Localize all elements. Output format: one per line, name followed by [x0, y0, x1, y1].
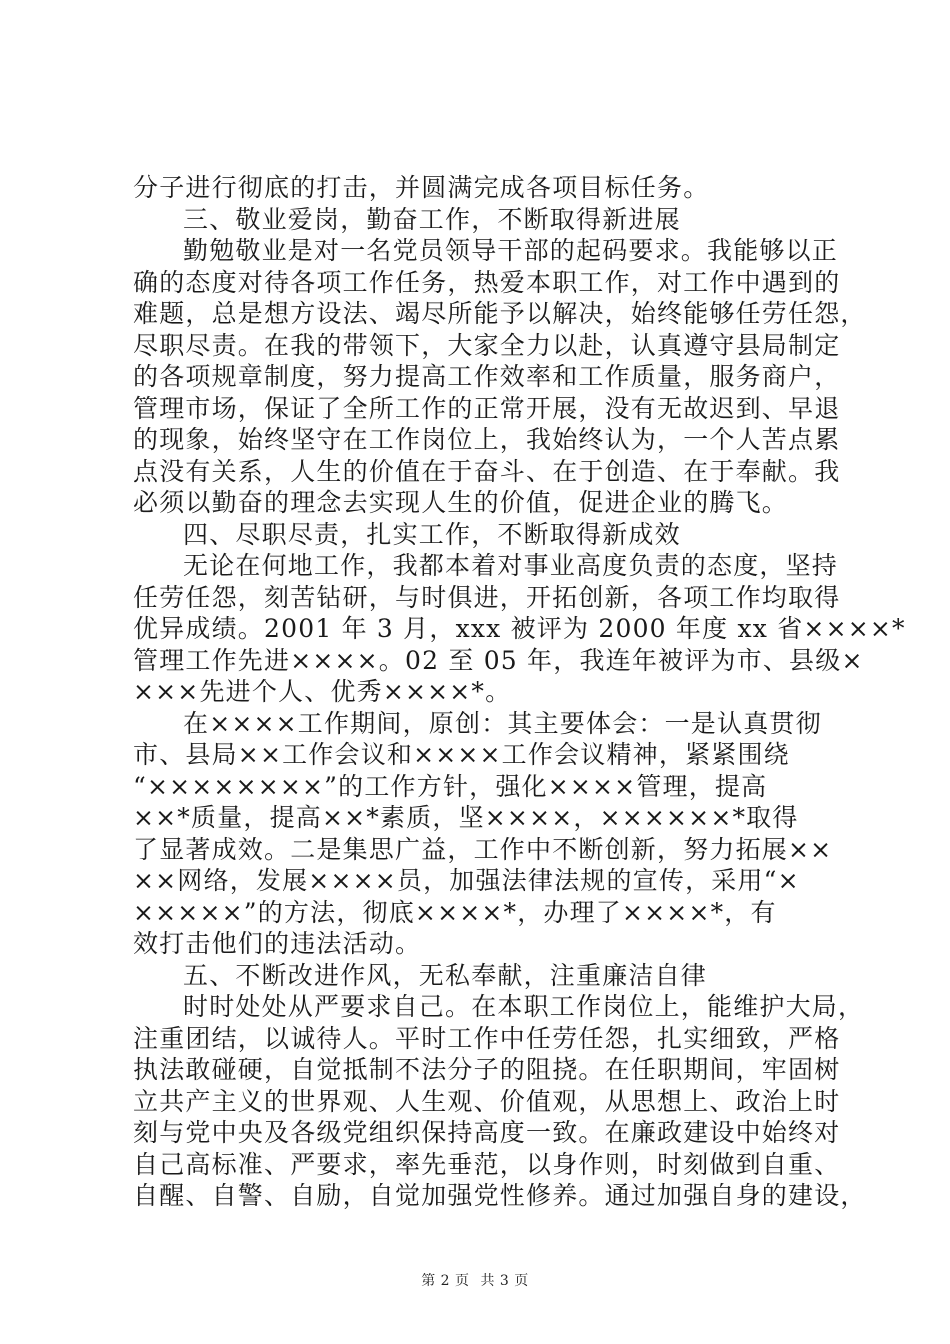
text-line: 难题，总是想方设法、竭尽所能予以解决，始终能够任劳任怨， [133, 299, 867, 328]
text-line: 的现象，始终坚守在工作岗位上，我始终认为，一个人苦点累 [133, 425, 841, 454]
text-line: 四、尽职尽责，扎实工作，不断取得新成效 [183, 519, 681, 549]
text-line: 分子进行彻底的打击，并圆满完成各项目标任务。 [133, 173, 710, 202]
page-total: 共 3 页 [480, 1273, 529, 1289]
page-number: 第 2 页 [421, 1273, 470, 1289]
text-line: 任劳任怨，刻苦钻研，与时俱进，开拓创新，各项工作均取得 [133, 582, 841, 612]
text-line: 立共产主义的世界观、人生观、价值观，从思想上、政治上时 [133, 1086, 841, 1116]
text-line: 确的态度对待各项工作任务，热爱本职工作，对工作中遇到的 [133, 267, 841, 297]
text-line: 勤勉敬业是对一名党员领导干部的起码要求。我能够以正 [183, 236, 839, 265]
text-line: ×××××”的方法，彻底××××*，办理了××××*，有 [133, 897, 777, 927]
text-line: 三、敬业爱岗，勤奋工作，不断取得新进展 [183, 204, 681, 234]
text-line: 刻与党中央及各级党组织保持高度一致。在廉政建设中始终对 [133, 1118, 841, 1147]
text-line: 自己高标准、严要求，率先垂范，以身作则，时刻做到自重、 [133, 1149, 841, 1179]
text-line: “××××××××”的工作方针，强化××××管理，提高 [133, 771, 768, 801]
text-line: ×××先进个人、优秀××××*。 [133, 677, 512, 706]
text-line: ××*质量，提高××*素质，坚××××，××××××*取得 [133, 803, 799, 832]
text-line: 无论在何地工作，我都本着对事业高度负责的态度，坚持 [183, 551, 839, 580]
text-line: 管理市场，保证了全所工作的正常开展，没有无故迟到、早退 [133, 393, 841, 423]
page-footer [0, 1270, 950, 1290]
text-line: 的各项规章制度，努力提高工作效率和工作质量，服务商户， [133, 362, 841, 391]
text-line: 注重团结，以诚待人。平时工作中任劳任怨，扎实细致，严格 [133, 1023, 841, 1053]
text-line: 五、不断改进作风，无私奉献，注重廉洁自律 [183, 960, 708, 990]
text-line: 了显著成效。二是集思广益，工作中不断创新，努力拓展×× [133, 834, 833, 864]
text-line: 管理工作先进××××。02 至 05 年，我连年被评为市、县级× [133, 645, 864, 675]
text-line: 效打击他们的违法活动。 [133, 929, 422, 958]
text-line: ××网络，发展××××员，加强法律法规的宣传，采用“× [133, 866, 800, 895]
text-line: 执法敢碰硬，自觉抵制不法分子的阻挠。在任职期间，牢固树 [133, 1055, 841, 1084]
text-line: 在××××工作期间，原创：其主要体会：一是认真贯彻 [183, 708, 822, 738]
text-line: 市、县局××工作会议和××××工作会议精神，紧紧围绕 [133, 740, 790, 769]
text-line: 点没有关系，人生的价值在于奋斗、在于创造、在于奉献。我 [133, 456, 841, 486]
text-line: 必须以勤奋的理念去实现人生的价值，促进企业的腾飞。 [133, 488, 789, 517]
text-line: 时时处处从严要求自己。在本职工作岗位上，能维护大局， [183, 992, 865, 1021]
text-line: 优异成绩。2001 年 3 月，xxx 被评为 2000 年度 xx 省××××* [133, 614, 906, 643]
body-text [133, 172, 906, 1212]
text-line: 自醒、自警、自励，自觉加强党性修养。通过加强自身的建设， [133, 1181, 867, 1210]
text-line: 尽职尽责。在我的带领下，大家全力以赴，认真遵守县局制定 [133, 330, 841, 360]
